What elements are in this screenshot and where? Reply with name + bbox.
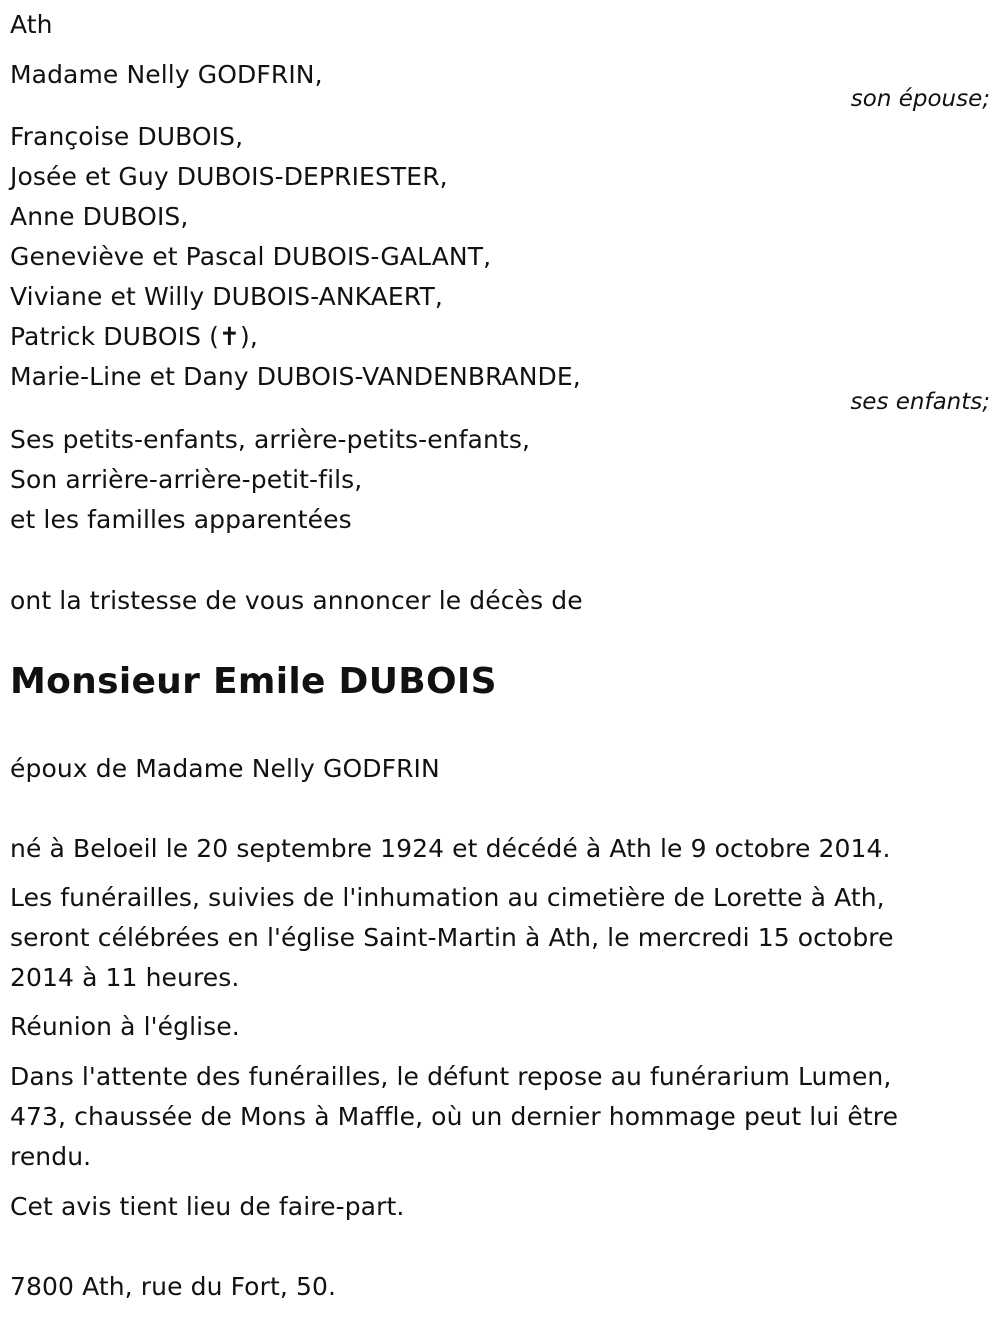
deceased-name: Monsieur Emile DUBOIS <box>10 661 497 702</box>
meeting-line: Réunion à l'église. <box>10 1012 240 1041</box>
spouse-name: Madame Nelly GODFRIN, <box>10 60 323 89</box>
child-name: Anne DUBOIS, <box>10 202 189 231</box>
child-name: Viviane et Willy DUBOIS-ANKAERT, <box>10 282 443 311</box>
deceased-life-line: né à Beloeil le 20 septembre 1924 et décédé à Ath le 9 octobre 2014. <box>10 834 891 863</box>
child-name: Patrick DUBOIS (✝), <box>10 322 258 351</box>
child-name: Geneviève et Pascal DUBOIS-GALANT, <box>10 242 492 271</box>
spouse-role: son épouse; <box>850 86 990 112</box>
deceased-spouse-line: époux de Madame Nelly GODFRIN <box>10 754 440 783</box>
header-city: Ath <box>10 10 53 39</box>
family-line: Son arrière-arrière-petit-fils, <box>10 465 363 494</box>
child-name: Josée et Guy DUBOIS-DEPRIESTER, <box>10 162 448 191</box>
address-line: 7800 Ath, rue du Fort, 50. <box>10 1272 337 1301</box>
child-name: Marie-Line et Dany DUBOIS-VANDENBRANDE, <box>10 362 581 391</box>
funeral-line: Les funérailles, suivies de l'inhumation au cimetière de Lorette à Ath, <box>10 883 885 912</box>
visitation-line: 473, chaussée de Mons à Maffle, où un dernier hommage peut lui être <box>10 1102 899 1131</box>
child-name: Françoise DUBOIS, <box>10 122 244 151</box>
visitation-line: Dans l'attente des funérailles, le défunt repose au funérarium Lumen, <box>10 1062 892 1091</box>
children-role: ses enfants; <box>850 389 990 415</box>
funeral-line: 2014 à 11 heures. <box>10 963 240 992</box>
family-line: et les familles apparentées <box>10 505 352 534</box>
announcement-text: ont la tristesse de vous annoncer le décès de <box>10 586 583 615</box>
funeral-line: seront célébrées en l'église Saint-Martin à Ath, le mercredi 15 octobre <box>10 923 894 952</box>
notice-line: Cet avis tient lieu de faire-part. <box>10 1192 405 1221</box>
visitation-line: rendu. <box>10 1142 92 1171</box>
family-line: Ses petits-enfants, arrière-petits-enfants, <box>10 425 530 454</box>
